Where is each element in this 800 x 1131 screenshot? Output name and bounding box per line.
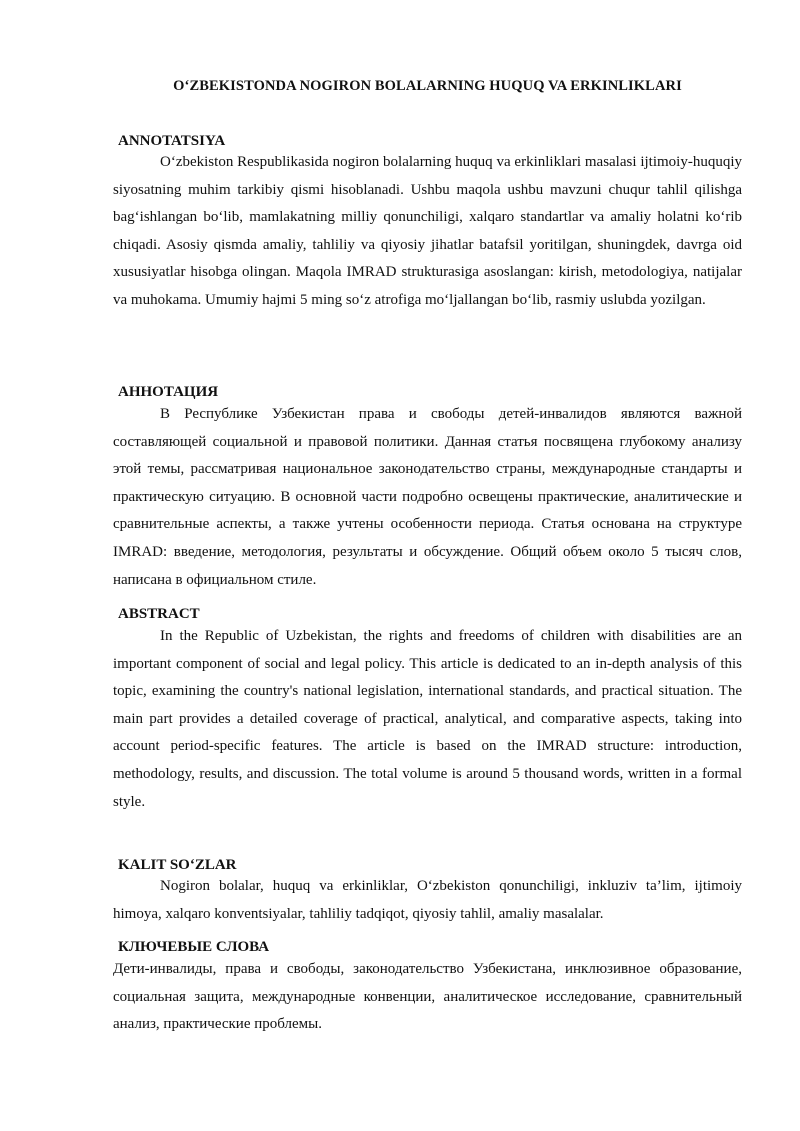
keywords-ru-heading: КЛЮЧЕВЫЕ СЛОВА	[118, 939, 270, 955]
annotation-uz-heading: ANNOTATSIYA	[118, 133, 226, 149]
abstract-heading: ABSTRACT	[118, 606, 200, 622]
annotation-ru-text: В Республике Узбекистан права и свободы детей-инвалидов являются важной составляющей социальной и правовой политики. Данная статья посвящена глубокому анализу этой темы, рассматривая национальное законодательство страны, международные стандарты и практическую ситуацию. В основной части подробно освещены практические, аналитические и сравнительные аспекты, а также учтены особенности периода. Статья основана на структуре IMRAD: введение, методология, результаты и обсуждение. Общий объем около 5 тысяч слов, написана в официальном стиле.	[113, 406, 742, 588]
annotation-ru-heading: АННОТАЦИЯ	[118, 384, 219, 400]
annotation-uz-text: O‘zbekiston Respublikasida nogiron bolalarning huquq va erkinliklari masalasi ijtimoiy-huquqiy siyosatning muhim tarkibiy qismi hisoblanadi. Ushbu maqola ushbu mavzuni chuqur tahlil qilishga bag‘ishlangan bo‘lib, mamlakatning milliy qonunchiligi, xalqaro standartlar va amaliy holatni ko‘rib chiqadi. Asosiy qismda amaliy, tahliliy va qiyosiy jihatlar batafsil yoritilgan, shuningdek, davrga oid xususiyatlar hisobga olingan. Maqola IMRAD strukturasiga asoslangan: kirish, metodologiya, natijalar va muhokama. Umumiy hajmi 5 ming so‘z atrofiga mo‘ljallangan bo‘lib, rasmiy uslubda yozilgan.	[113, 154, 742, 308]
keywords-ru-text: Дети-инвалиды, права и свободы, законодательство Узбекистана, инклюзивное образование, социальная защита, международные конвенции, аналитическое исследование, сравнительный анализ, практические проблемы.	[113, 961, 742, 1033]
paper-title: O‘ZBEKISTONDA NOGIRON BOLALARNING HUQUQ VA ERKINLIKLARI	[173, 78, 682, 94]
keywords-uz-text: Nogiron bolalar, huquq va erkinliklar, O‘zbekiston qonunchiligi, inkluziv ta’lim, ijtimoiy himoya, xalqaro konventsiyalar, tahliliy tadqiqot, qiyosiy tahlil, amaliy masalalar.	[113, 878, 742, 922]
abstract-text: In the Republic of Uzbekistan, the rights and freedoms of children with disabilities are an important component of social and legal policy. This article is dedicated to an in-depth analysis of this topic, examining the country's national legislation, international standards, and practical situation. The main part provides a detailed coverage of practical, analytical, and comparative aspects, taking into account period-specific features. The article is based on the IMRAD structure: introduction, methodology, results, and discussion. The total volume is around 5 thousand words, written in a formal style.	[113, 628, 742, 810]
keywords-uz-heading: KALIT SO‘ZLAR	[118, 857, 237, 873]
